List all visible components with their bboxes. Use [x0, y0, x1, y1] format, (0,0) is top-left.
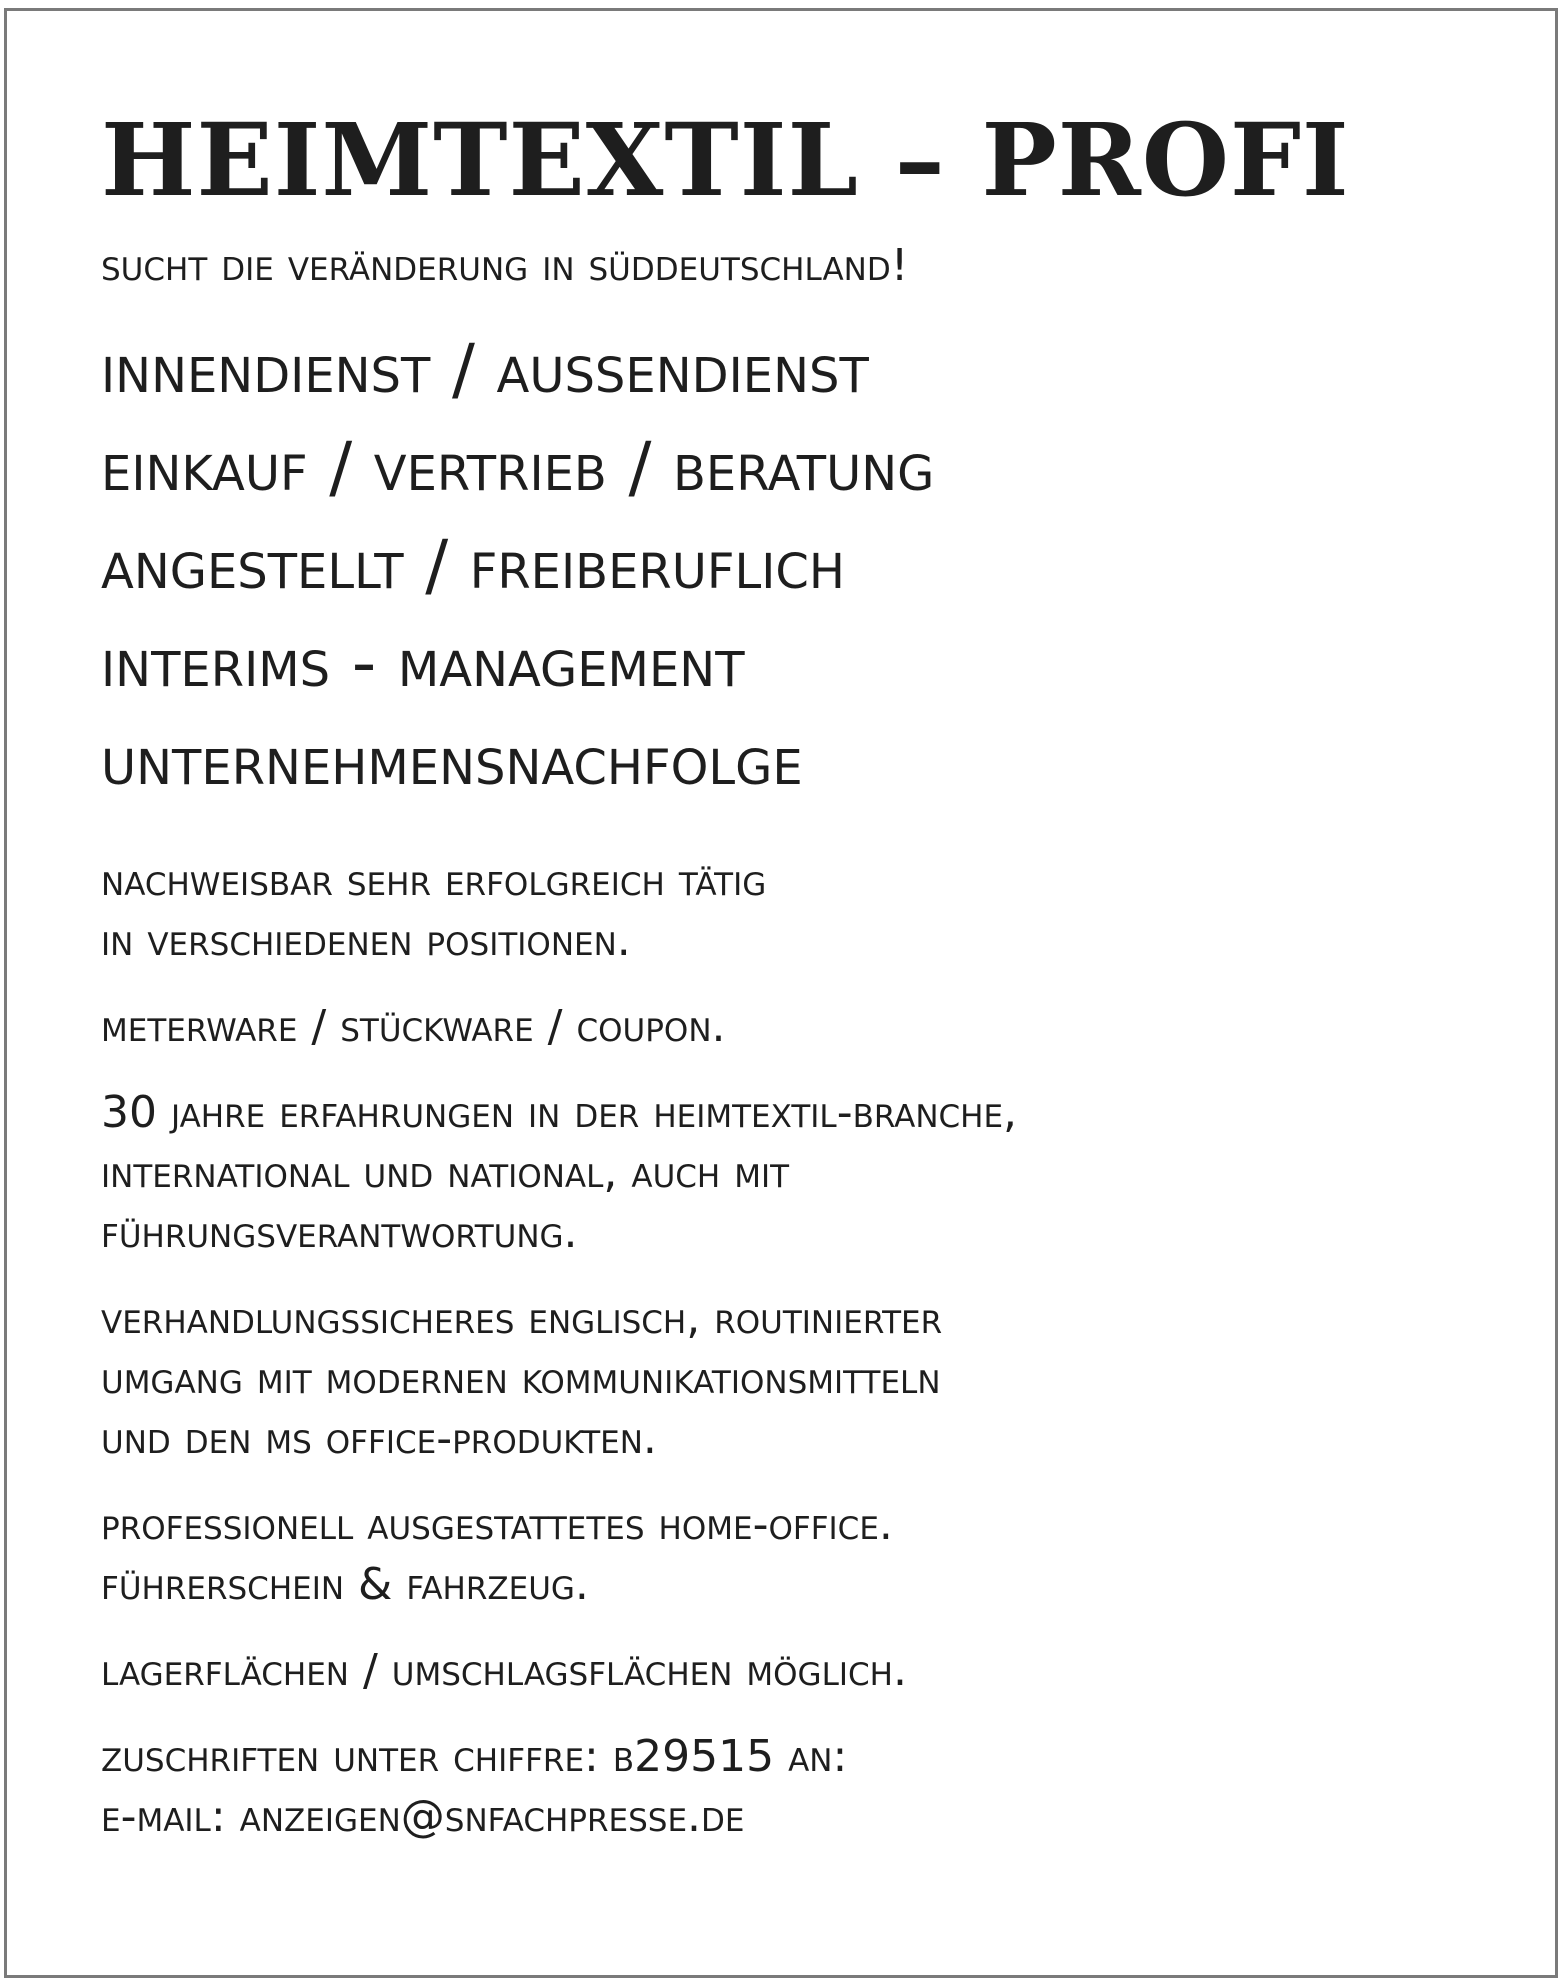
text-line: nachweisbar sehr erfolgreich tätig [101, 855, 767, 906]
office-paragraph [101, 1495, 1481, 1615]
text-line: und den ms office-produkten. [101, 1413, 657, 1464]
ad-frame [4, 8, 1558, 1978]
contact-paragraph [101, 1727, 1481, 1847]
text-line: in verschiedenen positionen. [101, 915, 631, 966]
text-line: international und national, auch mit [101, 1147, 790, 1198]
ad-subline: sucht die veränderung in süddeutschland! [101, 240, 909, 291]
email-line: e-mail: anzeigen@snfachpresse.de [101, 1791, 745, 1842]
ad-content [101, 101, 1481, 1847]
role-item: angestellt / freiberuflich [101, 526, 846, 605]
text-line: 30 jahre erfahrungen in der heimtextil-branche, [101, 1087, 1018, 1138]
role-item: unternehmensnachfolge [101, 722, 803, 801]
text-line: lagerflächen / umschlagsflächen möglich. [101, 1645, 907, 1696]
role-list [101, 321, 1481, 811]
chiffre-line: zuschriften unter chiffre: b29515 an: [101, 1731, 848, 1782]
skills-paragraph [101, 1289, 1481, 1469]
text-line: professionell ausgestattetes home-office. [101, 1499, 893, 1550]
role-item: innendienst / aussendienst [101, 330, 869, 409]
role-item: interims - management [101, 624, 745, 703]
text-line: meterware / stückware / coupon. [101, 1001, 726, 1052]
products-paragraph [101, 997, 1481, 1057]
role-item: einkauf / vertrieb / beratung [101, 428, 935, 507]
experience-paragraph [101, 851, 1481, 971]
text-line: führungsverantwortung. [101, 1207, 578, 1258]
years-paragraph [101, 1083, 1481, 1263]
text-line: verhandlungssicheres englisch, routinierter [101, 1293, 943, 1344]
storage-paragraph [101, 1641, 1481, 1701]
text-line: führerschein & fahrzeug. [101, 1559, 589, 1610]
ad-headline: HEIMTEXTIL – PROFI [101, 101, 1350, 219]
text-line: umgang mit modernen kommunikationsmitteln [101, 1353, 941, 1404]
